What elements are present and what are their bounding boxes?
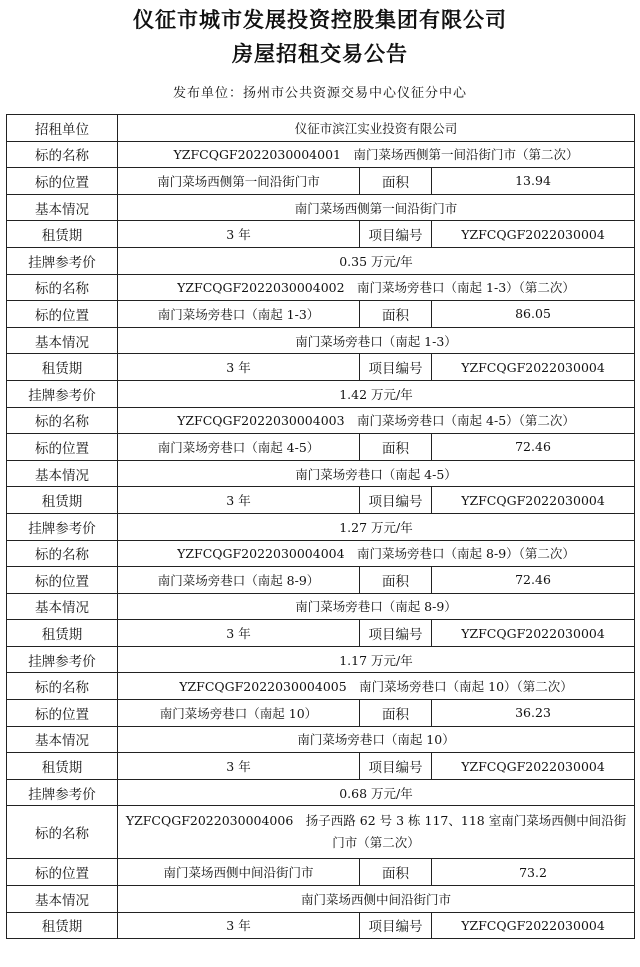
publisher-line: 发布单位：扬州市公共资源交易中心仪征分中心 — [172, 86, 467, 101]
lot-location-row — [7, 859, 635, 886]
project-no-label: 项目编号 — [360, 753, 432, 780]
lot-project-no: YZFCQGF2022030004 — [432, 354, 635, 381]
lot-name: YZFCQGF2022030004006 扬子西路 62 号 3 栋 117、118 室南门菜场西侧中间沿街门市（第二次） — [118, 806, 635, 859]
lot-price-row — [7, 247, 635, 274]
lot-project-no: YZFCQGF2022030004 — [432, 912, 635, 939]
lot-price: 0.35 万元/年 — [118, 247, 635, 274]
term-label: 租赁期 — [7, 354, 118, 381]
notice-title-company: 仪征市城市发展投资控股集团有限公司 — [133, 7, 507, 32]
lot-price: 1.27 万元/年 — [118, 513, 635, 540]
lot-term: 3 年 — [118, 912, 360, 939]
lot-location-row — [7, 700, 635, 727]
lot-name: YZFCQGF2022030004003 南门菜场旁巷口（南起 4-5）（第二次） — [118, 407, 635, 434]
name-label: 标的名称 — [7, 540, 118, 567]
area-label: 面积 — [360, 434, 432, 461]
lot-term-row — [7, 912, 635, 939]
lot-location: 南门菜场西侧中间沿街门市 — [118, 859, 360, 886]
basic-label: 基本情况 — [7, 886, 118, 913]
basic-label: 基本情况 — [7, 194, 118, 221]
basic-label: 基本情况 — [7, 460, 118, 487]
lot-location: 南门菜场旁巷口（南起 8-9） — [118, 567, 360, 594]
lease-table — [6, 114, 635, 939]
lot-name: YZFCQGF2022030004004 南门菜场旁巷口（南起 8-9）（第二次） — [118, 540, 635, 567]
lot-price: 0.68 万元/年 — [118, 779, 635, 806]
area-label: 面积 — [360, 567, 432, 594]
lot-location: 南门菜场西侧第一间沿街门市 — [118, 168, 360, 195]
lot-project-no: YZFCQGF2022030004 — [432, 620, 635, 647]
lot-basic: 南门菜场西侧第一间沿街门市 — [118, 194, 635, 221]
basic-label: 基本情况 — [7, 593, 118, 620]
name-label: 标的名称 — [7, 673, 118, 700]
location-label: 标的位置 — [7, 301, 118, 328]
lot-price-row — [7, 513, 635, 540]
lot-price: 1.17 万元/年 — [118, 646, 635, 673]
lot-price-row — [7, 380, 635, 407]
lot-name-row — [7, 407, 635, 434]
location-label: 标的位置 — [7, 700, 118, 727]
notice-title: 房屋招租交易公告 — [232, 41, 408, 66]
lot-name-row — [7, 141, 635, 168]
term-label: 租赁期 — [7, 912, 118, 939]
lot-term-row — [7, 221, 635, 248]
lot-basic-row — [7, 726, 635, 753]
lot-term-row — [7, 354, 635, 381]
price-label: 挂牌参考价 — [7, 247, 118, 274]
lot-basic-row — [7, 194, 635, 221]
lot-price-row — [7, 779, 635, 806]
lot-term: 3 年 — [118, 221, 360, 248]
lot-name: YZFCQGF2022030004002 南门菜场旁巷口（南起 1-3）（第二次） — [118, 274, 635, 301]
lot-term-row — [7, 753, 635, 780]
lot-project-no: YZFCQGF2022030004 — [432, 487, 635, 514]
lot-price: 1.42 万元/年 — [118, 380, 635, 407]
lot-basic: 南门菜场旁巷口（南起 10） — [118, 726, 635, 753]
lot-name-row — [7, 274, 635, 301]
project-no-label: 项目编号 — [360, 620, 432, 647]
price-label: 挂牌参考价 — [7, 646, 118, 673]
term-label: 租赁期 — [7, 753, 118, 780]
lot-basic-row — [7, 886, 635, 913]
lot-location: 南门菜场旁巷口（南起 1-3） — [118, 301, 360, 328]
lot-area: 72.46 — [432, 434, 635, 461]
lot-location: 南门菜场旁巷口（南起 10） — [118, 700, 360, 727]
area-label: 面积 — [360, 168, 432, 195]
lot-term-row — [7, 487, 635, 514]
project-no-label: 项目编号 — [360, 912, 432, 939]
name-label: 标的名称 — [7, 141, 118, 168]
lot-price-row — [7, 646, 635, 673]
lot-basic-row — [7, 327, 635, 354]
lot-location-row — [7, 301, 635, 328]
area-label: 面积 — [360, 700, 432, 727]
lot-term: 3 年 — [118, 354, 360, 381]
basic-label: 基本情况 — [7, 726, 118, 753]
lot-project-no: YZFCQGF2022030004 — [432, 221, 635, 248]
term-label: 租赁期 — [7, 487, 118, 514]
lot-location-row — [7, 434, 635, 461]
lessor-label: 招租单位 — [7, 115, 118, 142]
lessor-row — [7, 115, 635, 142]
lot-area: 72.46 — [432, 567, 635, 594]
project-no-label: 项目编号 — [360, 487, 432, 514]
location-label: 标的位置 — [7, 859, 118, 886]
lot-term: 3 年 — [118, 620, 360, 647]
lot-basic: 南门菜场旁巷口（南起 4-5） — [118, 460, 635, 487]
location-label: 标的位置 — [7, 168, 118, 195]
lot-basic: 南门菜场旁巷口（南起 1-3） — [118, 327, 635, 354]
lot-name: YZFCQGF2022030004001 南门菜场西侧第一间沿街门市（第二次） — [118, 141, 635, 168]
area-label: 面积 — [360, 301, 432, 328]
lot-area: 13.94 — [432, 168, 635, 195]
lot-name: YZFCQGF2022030004005 南门菜场旁巷口（南起 10）（第二次） — [118, 673, 635, 700]
lessor-value: 仪征市滨江实业投资有限公司 — [118, 115, 635, 142]
term-label: 租赁期 — [7, 620, 118, 647]
lot-location-row — [7, 567, 635, 594]
project-no-label: 项目编号 — [360, 221, 432, 248]
lot-term: 3 年 — [118, 753, 360, 780]
name-label: 标的名称 — [7, 407, 118, 434]
lot-basic: 南门菜场旁巷口（南起 8-9） — [118, 593, 635, 620]
lot-basic-row — [7, 593, 635, 620]
lot-project-no: YZFCQGF2022030004 — [432, 753, 635, 780]
name-label: 标的名称 — [7, 274, 118, 301]
lot-location-row — [7, 168, 635, 195]
lot-term: 3 年 — [118, 487, 360, 514]
price-label: 挂牌参考价 — [7, 779, 118, 806]
lot-name-row — [7, 673, 635, 700]
lot-basic-row — [7, 460, 635, 487]
lot-area: 73.2 — [432, 859, 635, 886]
price-label: 挂牌参考价 — [7, 380, 118, 407]
lot-term-row — [7, 620, 635, 647]
lot-location: 南门菜场旁巷口（南起 4-5） — [118, 434, 360, 461]
project-no-label: 项目编号 — [360, 354, 432, 381]
lot-name-row — [7, 806, 635, 859]
area-label: 面积 — [360, 859, 432, 886]
price-label: 挂牌参考价 — [7, 513, 118, 540]
term-label: 租赁期 — [7, 221, 118, 248]
lot-name-row — [7, 540, 635, 567]
lot-area: 86.05 — [432, 301, 635, 328]
location-label: 标的位置 — [7, 567, 118, 594]
lot-area: 36.23 — [432, 700, 635, 727]
location-label: 标的位置 — [7, 434, 118, 461]
lot-basic: 南门菜场西侧中间沿街门市 — [118, 886, 635, 913]
basic-label: 基本情况 — [7, 327, 118, 354]
name-label: 标的名称 — [7, 806, 118, 859]
